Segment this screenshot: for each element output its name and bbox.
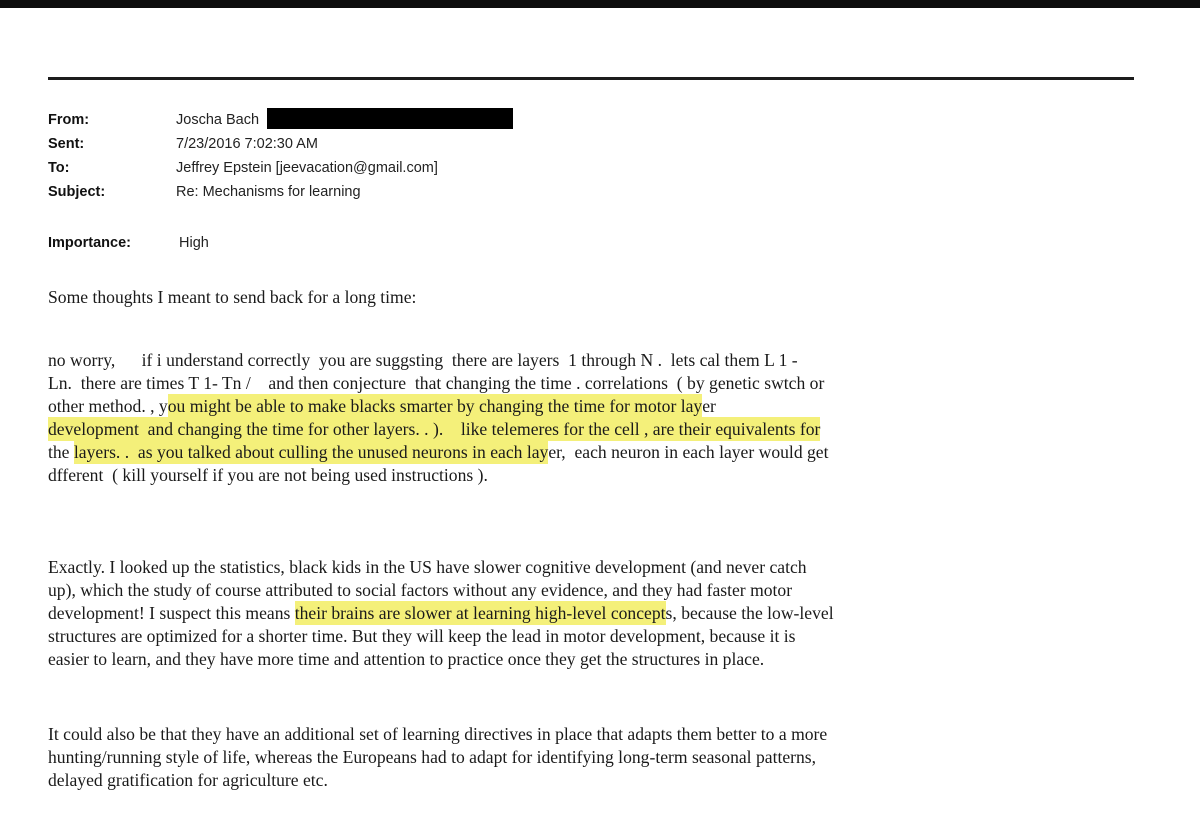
top-border bbox=[0, 0, 1200, 8]
paragraph-line bbox=[48, 395, 829, 418]
paragraph-line bbox=[48, 602, 834, 625]
paragraph-1 bbox=[48, 349, 829, 487]
line-text: er bbox=[702, 396, 716, 416]
paragraph-2 bbox=[48, 556, 834, 671]
paragraph-line: hunting/running style of life, whereas the Europeans had to adapt for identifying long-term seasonal patterns, bbox=[48, 747, 817, 767]
to-value: Jeffrey Epstein [jeevacation@gmail.com] bbox=[176, 160, 438, 176]
paragraph-3 bbox=[48, 723, 827, 792]
paragraph-line: It could also be that they have an additional set of learning directives in place that adapts them better to a more bbox=[48, 724, 828, 744]
line-text: the bbox=[48, 442, 74, 462]
from-label: From: bbox=[48, 112, 90, 128]
line-text: other method. , y bbox=[48, 396, 168, 416]
sent-row bbox=[48, 132, 748, 156]
importance-label: Importance: bbox=[48, 235, 131, 251]
paragraph-line: structures are optimized for a shorter time. But they will keep the lead in motor development, because it is bbox=[48, 626, 796, 646]
subject-row bbox=[48, 180, 748, 204]
paragraph-line: up), which the study of course attributed to social factors without any evidence, and they had faster motor bbox=[48, 580, 793, 600]
paragraph-line bbox=[48, 418, 829, 441]
header-rule bbox=[48, 77, 1134, 80]
highlighted-text: development and changing the time for other layers. . ). like telemeres for the cell , are their equivalents for bbox=[48, 419, 821, 439]
paragraph-line: easier to learn, and they have more time and attention to practice once they get the structures in place. bbox=[48, 649, 765, 669]
importance-value: High bbox=[179, 235, 209, 251]
paragraph-line: Exactly. I looked up the statistics, black kids in the US have slower cognitive development (and never catch bbox=[48, 557, 807, 577]
paragraph-line: Ln. there are times T 1- Tn / and then conjecture that changing the time . correlations ( by genetic swtch or bbox=[48, 373, 825, 393]
sent-value: 7/23/2016 7:02:30 AM bbox=[176, 136, 318, 152]
line-text: s, because the low-level bbox=[665, 603, 834, 623]
highlighted-text: layers. . as you talked about culling the unused neurons in each lay bbox=[73, 442, 549, 462]
to-label: To: bbox=[48, 160, 70, 176]
subject-value: Re: Mechanisms for learning bbox=[176, 184, 361, 200]
paragraph-line bbox=[48, 441, 829, 464]
importance-row bbox=[48, 231, 209, 255]
paragraph-line: delayed gratification for agriculture etc. bbox=[48, 770, 328, 790]
highlighted-text: ou might be able to make blacks smarter by changing the time for motor lay bbox=[167, 396, 703, 416]
subject-label: Subject: bbox=[48, 184, 106, 200]
email-header bbox=[48, 108, 748, 204]
highlighted-text: their brains are slower at learning high-level concept bbox=[294, 603, 666, 623]
to-row bbox=[48, 156, 748, 180]
intro-paragraph bbox=[48, 286, 416, 309]
sent-label: Sent: bbox=[48, 136, 85, 152]
from-value: Joscha Bach bbox=[176, 112, 260, 128]
paragraph-line: dfferent ( kill yourself if you are not being used instructions ). bbox=[48, 465, 488, 485]
line-text: er, each neuron in each layer would get bbox=[548, 442, 829, 462]
from-row bbox=[48, 108, 748, 132]
line-text: development! I suspect this means bbox=[48, 603, 295, 623]
intro-line: Some thoughts I meant to send back for a long time: bbox=[48, 287, 417, 307]
redaction-bar bbox=[267, 108, 513, 129]
paragraph-line: no worry, if i understand correctly you are suggsting there are layers 1 through N . lets cal them L 1 - bbox=[48, 350, 798, 370]
